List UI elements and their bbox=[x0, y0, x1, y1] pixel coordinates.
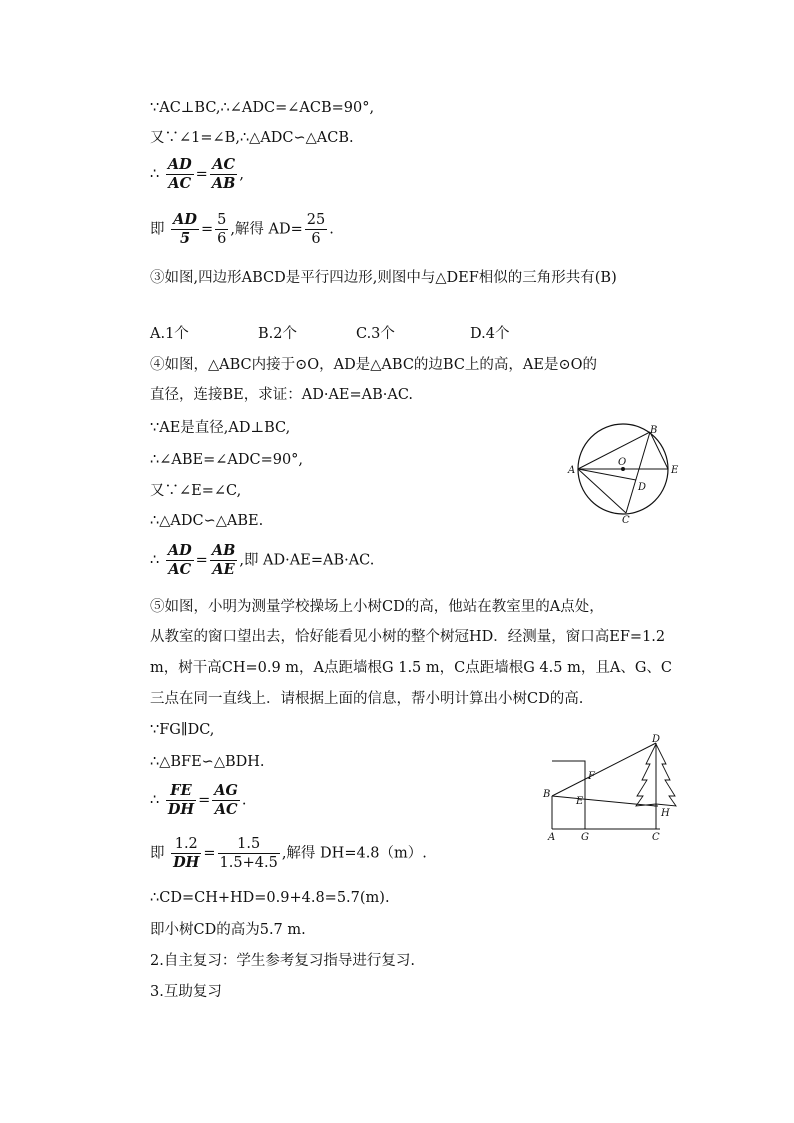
fraction-ad-ac: $\frac{AD}{AC}$ bbox=[167, 156, 192, 192]
line-18: 即小树CD的高为5.7 m. bbox=[150, 922, 306, 938]
line-3: ∴ $\frac{AD}{AC}$ = $\frac{AC}{AB}$ , bbox=[150, 156, 244, 192]
svg-text:F: F bbox=[588, 771, 595, 782]
line-9: 又∵∠E=∠C, bbox=[150, 483, 242, 499]
fraction-1.5-sum: $\frac{1.5}{1.5+4.5}$ bbox=[219, 836, 278, 871]
tree-figure bbox=[540, 734, 680, 846]
line-13: ∵FG∥DC, bbox=[150, 722, 215, 738]
fraction-ad-5: $\frac{AD}{5}$ bbox=[173, 211, 197, 247]
choice-b: B.2个 bbox=[258, 326, 297, 342]
svg-text:H: H bbox=[661, 808, 670, 819]
svg-text:A: A bbox=[568, 465, 576, 476]
line-1: ∵AC⊥BC,∴∠ADC=∠ACB=90°, bbox=[150, 100, 375, 116]
fraction-1.2-dh: $\frac{1.2}{DH}$ bbox=[173, 836, 200, 871]
line-15: ∴ $\frac{FE}{DH}$ = $\frac{AG}{AC}$ . bbox=[150, 782, 247, 818]
line-14: ∴△BFE∽△BDH. bbox=[150, 754, 265, 770]
question-3: ③如图,四边形ABCD是平行四边形,则图中与△DEF相似的三角形共有(B) bbox=[150, 270, 617, 286]
question-5-line-2: 从教室的窗口望出去，恰好能看见小树的整个树冠HD．经测量，窗口高EF=1.2 bbox=[150, 629, 666, 645]
choice-c: C.3个 bbox=[356, 326, 395, 342]
fraction-ac-ab: $\frac{AC}{AB}$ bbox=[211, 156, 236, 192]
question-4-line-1: ④如图，△ABC内接于⊙O，AD是△ABC的边BC上的高，AE是⊙O的 bbox=[150, 357, 598, 373]
svg-text:D: D bbox=[652, 734, 661, 745]
question-5-line-1: ⑤如图，小明为测量学校操场上小树CD的高，他站在教室里的A点处， bbox=[150, 599, 604, 615]
svg-text:D: D bbox=[638, 482, 647, 493]
svg-text:B: B bbox=[543, 789, 551, 800]
svg-text:O: O bbox=[618, 457, 627, 468]
line-8: ∴∠ABE=∠ADC=90°, bbox=[150, 452, 304, 468]
circle-figure bbox=[566, 422, 686, 528]
line-17: ∴CD=CH+HD=0.9+4.8=5.7(m). bbox=[150, 890, 390, 906]
svg-text:B: B bbox=[650, 425, 658, 436]
line-19: 2.自主复习：学生参考复习指导进行复习. bbox=[150, 953, 415, 969]
choice-d: D.4个 bbox=[470, 326, 510, 342]
fraction-5-6: $\frac{5}{6}$ bbox=[217, 212, 227, 247]
svg-text:A: A bbox=[548, 832, 556, 843]
question-4-line-2: 直径，连接BE，求证：AD·AE=AB·AC. bbox=[150, 387, 414, 403]
svg-text:C: C bbox=[622, 515, 630, 526]
fraction-ab-ae: $\frac{AB}{AE}$ bbox=[211, 542, 236, 578]
line-16: 即 $\frac{1.2}{DH}$ = $\frac{1.5}{1.5+4.5}$ ,解得 DH=4.8（m）. bbox=[150, 836, 427, 871]
line-11: ∴ $\frac{AD}{AC}$ = $\frac{AB}{AE}$ ,即 AD·AE=AB·AC. bbox=[150, 542, 375, 578]
question-5-line-4: 三点在同一直线上．请根据上面的信息，帮小明计算出小树CD的高. bbox=[150, 691, 584, 707]
line-20: 3.互助复习 bbox=[150, 984, 222, 1000]
line-4: 即 $\frac{AD}{5}$ = $\frac{5}{6}$ ,解得 AD= $\frac{25}{6}$ . bbox=[150, 211, 334, 247]
svg-text:E: E bbox=[576, 796, 584, 807]
choice-a: A.1个 bbox=[150, 326, 189, 342]
fraction-fe-dh: $\frac{FE}{DH}$ bbox=[167, 782, 195, 818]
line-2: 又∵∠1=∠B,∴△ADC∽△ACB. bbox=[150, 130, 354, 146]
svg-text:E: E bbox=[671, 465, 679, 476]
fraction-ad-ac-2: $\frac{AD}{AC}$ bbox=[167, 542, 192, 578]
line-7: ∵AE是直径,AD⊥BC, bbox=[150, 420, 291, 436]
therefore-symbol: ∴ bbox=[150, 166, 160, 183]
svg-text:C: C bbox=[652, 832, 660, 843]
question-5-line-3: m，树干高CH=0.9 m，A点距墙根G 1.5 m，C点距墙根G 4.5 m，且A、G、C bbox=[150, 660, 672, 676]
svg-text:G: G bbox=[581, 832, 589, 843]
line-10: ∴△ADC∽△ABE. bbox=[150, 513, 264, 529]
fraction-25-6: $\frac{25}{6}$ bbox=[306, 212, 326, 247]
fraction-ag-ac: $\frac{AG}{AC}$ bbox=[214, 782, 238, 818]
